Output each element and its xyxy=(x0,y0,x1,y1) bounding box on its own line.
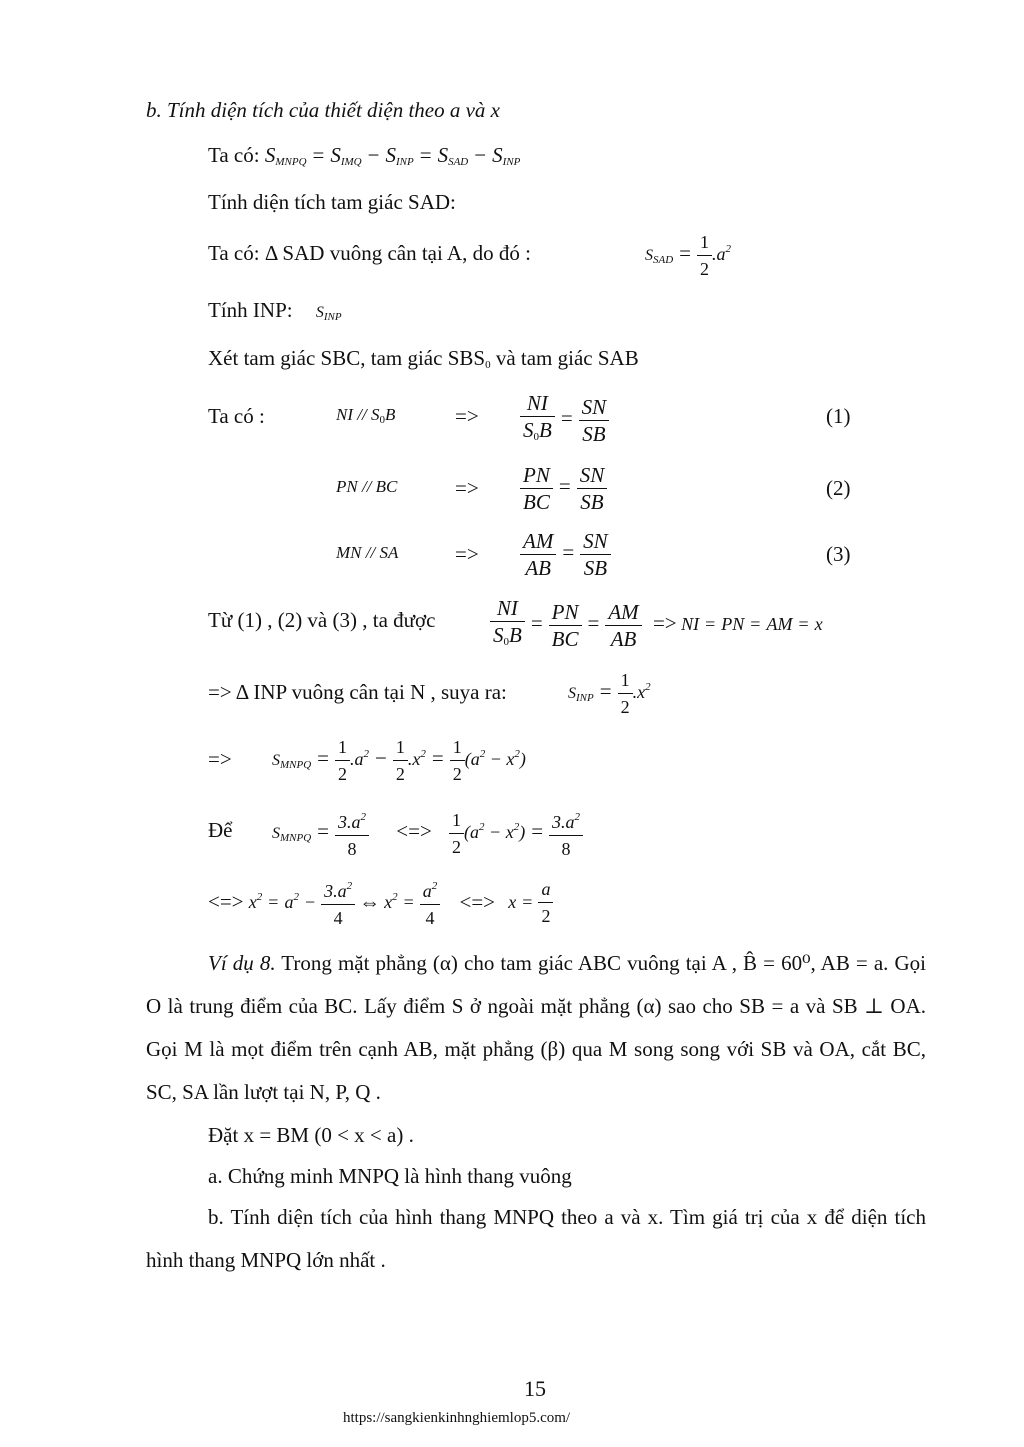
frac-3: $\frac{AM}{AB}$ = $\frac{SN}{SB}$ xyxy=(520,528,611,581)
rel-1: NI // $S_0B$ xyxy=(336,405,396,426)
ta-co-label: Ta có: xyxy=(208,143,260,167)
eq-num-1: (1) xyxy=(826,404,851,428)
rel-2: PN // BC xyxy=(336,477,398,496)
frac-1: $\frac{NI}{S_0B}$ = $\frac{SN}{SB}$ xyxy=(520,390,609,450)
combined-ratio: $\frac{NI}{S_0B}$ = $\frac{PN}{BC}$ = $\frac{AM}{AB}$ => NI = PN = AM = x xyxy=(490,595,823,655)
sad-line: Ta có: Δ SAD vuông cân tại A, do đó : xyxy=(208,241,531,265)
eq-num-2: (2) xyxy=(826,476,851,500)
sad-title: Tính diện tích tam giác SAD: xyxy=(208,190,456,214)
part-b: b. Tính diện tích của hình thang MNPQ theo a và x. Tìm giá trị của x để diện tích hình thang MNPQ lớn nhất . xyxy=(146,1205,926,1272)
inp-formula: $S_{INP}$ = $\frac{1}{2}$ $.x^2$ xyxy=(568,667,651,720)
mnpq-formula: $S_{MNPQ}$ = $\frac{1}{2}$ $.a^2$ − $\frac{1}{2}$ $.x^2$ = $\frac{1}{2}$ $(a^2 - x^2)$ xyxy=(272,734,526,787)
rel-3: MN // SA xyxy=(336,543,399,562)
arrow-1: => xyxy=(455,404,479,428)
sad-formula: $S_{SAD}$ = $\frac{1}{2}$ $.a^2$ xyxy=(645,229,731,282)
solve-line: <=> $x^2 = a^2$ − $\frac{3.a^2}{4}$ ⇔ $x^2$ = $\frac{a^2}{4}$ <=> x = $\frac{a}{2}$ xyxy=(208,873,553,931)
arrow-4: => xyxy=(208,747,232,771)
xet-line: Xét tam giác SBC, tam giác $SBS_0$ và tam giác SAB xyxy=(208,346,639,371)
dat-x-line: Đặt x = BM (0 < x < a) . xyxy=(208,1123,414,1147)
area-decomposition: Ta có: $S_{MNPQ} = S_{IMQ} - S_{INP} = S_{SAD} - S_{INP}$ xyxy=(208,143,521,168)
ta-co-2: Ta có : xyxy=(208,404,265,428)
arrow-2: => xyxy=(455,476,479,500)
frac-2: $\frac{PN}{BC}$ = $\frac{SN}{SB}$ xyxy=(520,462,607,515)
example-8-paragraph: Ví dụ 8. Trong mặt phẳng (α) cho tam giác ABC vuông tại A , B̂ = 60⁰, AB = a. Gọi O là trung điểm của BC. Lấy điểm S ở ngoài mặt phẳng (α) sao cho SB = a và SB ⊥ OA. Gọi M là mọt điểm trên cạnh AB, mặt phẳng (β) qua M song song với SB và OA, cắt BC, SC, SA lần lượt tại N, P, Q . xyxy=(146,951,926,1104)
part-a: a. Chứng minh MNPQ là hình thang vuông xyxy=(208,1164,572,1188)
de-label: Để xyxy=(208,818,233,842)
inp-line: => Δ INP vuông cân tại N , suya ra: xyxy=(208,680,507,704)
from-line: Từ (1) , (2) và (3) , ta được xyxy=(208,608,436,632)
arrow-3: => xyxy=(455,542,479,566)
condition-formula: $S_{MNPQ}$ = $\frac{3.a^2}{8}$ <=> $\frac{1}{2}$ $(a^2 - x^2)$ = $\frac{3.a^2}{8}$ xyxy=(272,804,583,862)
inp-title: Tính INP: $S_{INP}$ xyxy=(208,298,342,323)
footer-url[interactable]: https://sangkienkinhnghiemlop5.com/ xyxy=(343,1410,571,1426)
heading-b: b. Tính diện tích của thiết diện theo a và x xyxy=(146,98,501,122)
page-number: 15 xyxy=(524,1376,546,1401)
eq-num-3: (3) xyxy=(826,542,851,566)
